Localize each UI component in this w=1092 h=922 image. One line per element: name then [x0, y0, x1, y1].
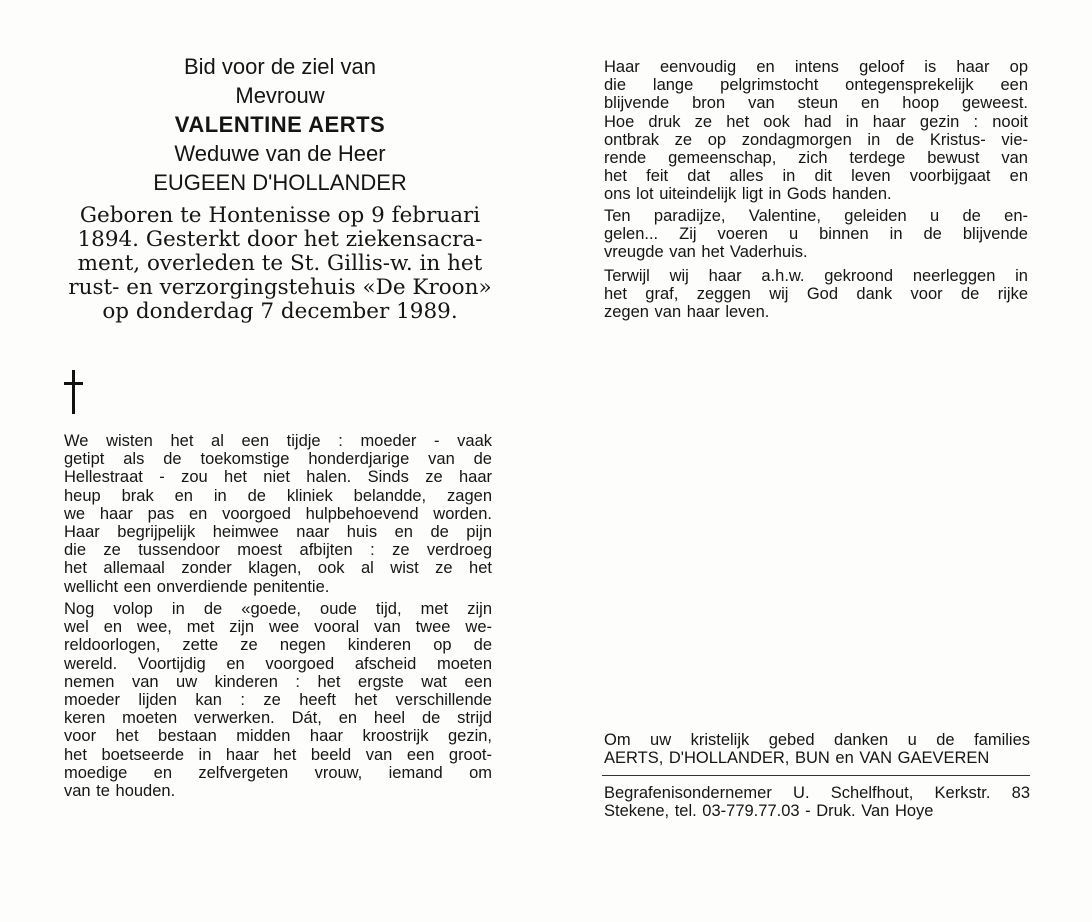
right-paragraph-1	[604, 58, 1028, 204]
undertaker-block	[604, 784, 1030, 820]
left-paragraph-2	[64, 600, 492, 800]
text-line: heup brak en in de kliniek belandde, zagen	[64, 486, 492, 505]
right-paragraph-3	[604, 267, 1028, 322]
text-line: die lange pelgrimstocht ontegensprekelijk een	[604, 76, 1028, 95]
birth-line-4: rust- en verzorgingstehuis «De Kroon»	[68, 275, 492, 300]
text-line: die ze tussendoor moest afbijten : ze verdroeg	[64, 541, 492, 560]
left-paragraph-1	[64, 432, 492, 596]
text-line: gelen... Zij voeren u binnen in de blijvende	[604, 225, 1028, 244]
text-line: van te houden.	[64, 782, 176, 801]
text-line: het boetseerde in haar het beeld van een groot-	[64, 745, 492, 764]
text-line: rende gemeenschap, zich terdege bewust van	[604, 149, 1028, 168]
birth-line-3: ment, overleden te St. Gillis-w. in het	[77, 251, 483, 276]
text-line: Nog volop in de «goede, oude tijd, met zijn	[64, 600, 492, 618]
text-line: Om uw kristelijk gebed danken u de families	[604, 731, 1030, 749]
text-line: AERTS, D'HOLLANDER, BUN en VAN GAEVEREN	[604, 749, 990, 768]
divider	[602, 775, 1030, 776]
text-line: blijvende bron van steun en hoop geweest.	[604, 94, 1028, 113]
husband-name: EUGEEN D'HOLLANDER	[153, 170, 407, 195]
text-line: het feit dat alles in dit leven voorbijgaat en	[604, 167, 1028, 186]
widow-line: Weduwe van de Heer	[174, 141, 386, 166]
card-header	[60, 52, 500, 197]
text-line: moeder lijden kan : ze heeft het verschillende	[64, 691, 492, 710]
text-line: wellicht een onverdiende penitentie.	[64, 577, 330, 596]
text-line: Hellestraat - zou het niet halen. Sinds ze haar	[64, 468, 492, 487]
text-line: voor het bestaan midden haar kroostrijk gezin,	[64, 727, 492, 746]
text-line: Terwijl wij haar a.h.w. gekroond neerleggen in	[604, 267, 1028, 285]
text-line: wereld. Voortijdig en voorgoed afscheid moeten	[64, 654, 492, 673]
birth-line-2: 1894. Gesterkt door het ziekensacra-	[77, 227, 483, 252]
text-line: vreugde van het Vaderhuis.	[604, 243, 808, 262]
text-line: ontbrak ze op zondagmorgen in de Kristus- vie-	[604, 130, 1028, 149]
thanks-block	[604, 731, 1030, 767]
text-line: getipt als de toekomstige honderdjarige van de	[64, 450, 492, 469]
deceased-name: VALENTINE AERTS	[174, 112, 386, 137]
cross-icon	[64, 370, 84, 414]
text-line: Haar begrijpelijk heimwee naar huis en de pijn	[64, 523, 492, 542]
text-line: Stekene, tel. 03-779.77.03 - Druk. Van Hoye	[604, 802, 934, 821]
text-line: Begrafenisondernemer U. Schelfhout, Kerkstr. 83	[604, 784, 1030, 802]
text-line: Hoe druk ze het ook had in haar gezin : nooit	[604, 112, 1028, 131]
text-line: nemen van uw kinderen : het ergste wat een	[64, 672, 492, 691]
text-line: moedige en zelfvergeten vrouw, iemand om	[64, 763, 492, 782]
text-line: wel en wee, met zijn wee vooral van twee we-	[64, 618, 492, 637]
text-line: het allemaal zonder klagen, ook al wist ze het	[64, 559, 492, 578]
text-line: Haar eenvoudig en intens geloof is haar op	[604, 58, 1028, 76]
text-line: zegen van haar leven.	[604, 303, 770, 322]
right-paragraph-2	[604, 207, 1028, 262]
birth-line-1: Geboren te Hontenisse op 9 februari	[79, 203, 481, 228]
text-line: We wisten het al een tijdje : moeder - vaak	[64, 432, 492, 450]
birth-death-details	[60, 204, 500, 324]
prayer-line: Bid voor de ziel van	[184, 54, 376, 79]
text-line: reldoorlogen, zette ze negen kinderen op de	[64, 636, 492, 655]
title-mevrouw: Mevrouw	[235, 83, 325, 108]
text-line: Ten paradijze, Valentine, geleiden u de en-	[604, 207, 1028, 225]
text-line: ons lot uiteindelijk ligt in Gods handen.	[604, 185, 892, 204]
text-line: het graf, zeggen wij God dank voor de rijke	[604, 285, 1028, 304]
text-line: we haar pas en voorgoed hulpbehoevend worden.	[64, 504, 492, 523]
text-line: keren moeten verwerken. Dát, en heel de strijd	[64, 709, 492, 728]
birth-line-5: op donderdag 7 december 1989.	[102, 299, 458, 324]
